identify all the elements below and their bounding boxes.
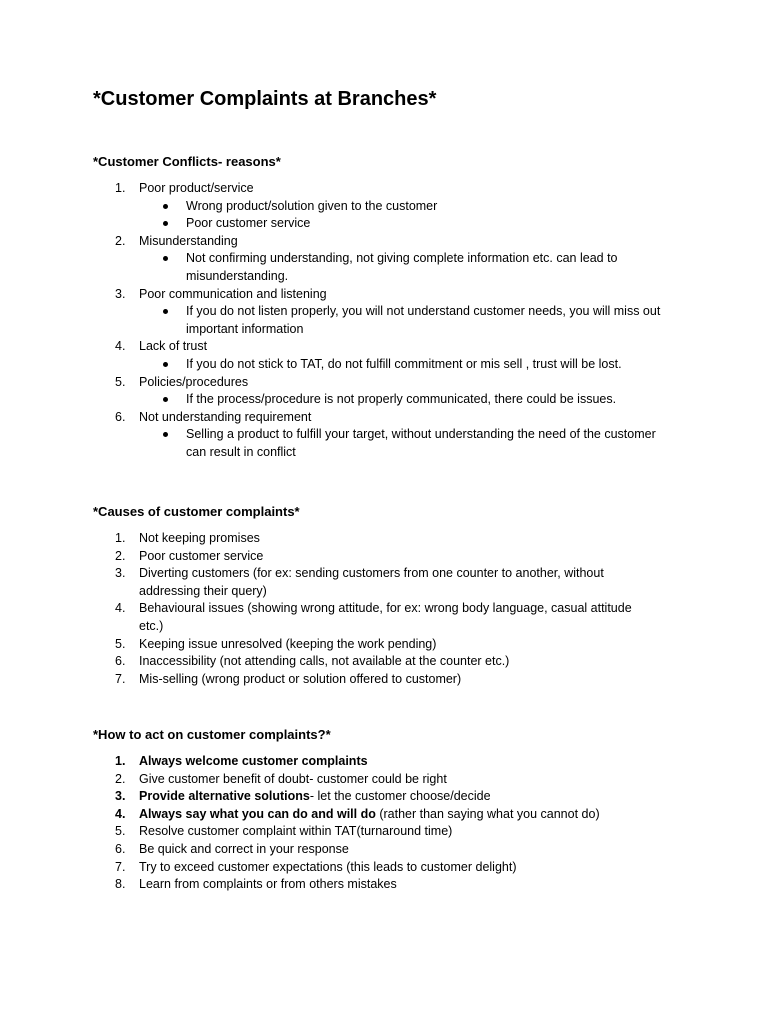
list-item bbox=[93, 565, 659, 600]
item-bold-text: Always welcome customer complaints bbox=[139, 754, 368, 768]
list-item bbox=[93, 823, 699, 841]
bullet-icon bbox=[163, 221, 168, 226]
sub-list-container bbox=[93, 426, 693, 461]
bullet-text: If you do not listen properly, you will not understand customer needs, you will miss out important information bbox=[186, 304, 661, 336]
item-text: Mis-selling (wrong product or solution offered to customer) bbox=[139, 671, 462, 686]
sub-list-container bbox=[93, 250, 693, 285]
list-item bbox=[93, 806, 699, 824]
item-label: Poor communication and listening bbox=[139, 286, 327, 301]
bullet-text: Not confirming understanding, not giving complete information etc. can lead to misunderstanding. bbox=[186, 251, 618, 283]
sub-list bbox=[93, 391, 693, 409]
item-number: 5. bbox=[115, 374, 126, 389]
bullet-icon bbox=[163, 397, 168, 402]
actions-heading: *How to act on customer complaints?* bbox=[93, 727, 331, 742]
item-text: Keeping issue unresolved (keeping the work pending) bbox=[139, 636, 437, 651]
bullet-icon bbox=[163, 309, 168, 314]
item-text: Give customer benefit of doubt- customer could be right bbox=[139, 771, 447, 786]
item-number: 4. bbox=[115, 806, 126, 821]
list-item bbox=[93, 859, 699, 877]
item-number: 4. bbox=[115, 601, 126, 616]
conflicts-heading: *Customer Conflicts- reasons* bbox=[93, 154, 281, 169]
item-number: 7. bbox=[115, 671, 126, 686]
item-number: 5. bbox=[115, 824, 126, 839]
bullet-text: Selling a product to fulfill your target, without understanding the need of the customer can result in conflict bbox=[186, 427, 656, 459]
sub-list-container bbox=[93, 356, 693, 374]
item-label: Policies/procedures bbox=[139, 374, 249, 389]
list-item bbox=[93, 409, 693, 427]
bullet-text: If you do not stick to TAT, do not fulfill commitment or mis sell , trust will be lost. bbox=[186, 356, 622, 371]
item-bold-text: Provide alternative solutions bbox=[139, 789, 310, 804]
bullet-text: Poor customer service bbox=[186, 216, 311, 231]
document-title: *Customer Complaints at Branches* bbox=[93, 88, 437, 110]
item-number: 2. bbox=[115, 548, 126, 563]
item-number: 2. bbox=[115, 771, 126, 786]
sub-list bbox=[93, 198, 693, 233]
list-item bbox=[93, 600, 659, 635]
list-item bbox=[93, 233, 693, 251]
bullet-item bbox=[139, 426, 666, 461]
item-text: (rather than saying what you cannot do) bbox=[375, 806, 600, 821]
item-text: Inaccessibility (not attending calls, not available at the counter etc.) bbox=[139, 654, 510, 669]
sub-list-container bbox=[93, 198, 693, 233]
list-item bbox=[93, 338, 693, 356]
item-number: 3. bbox=[115, 566, 126, 581]
item-number: 6. bbox=[115, 409, 126, 424]
bullet-item bbox=[139, 356, 666, 374]
list-item bbox=[93, 876, 699, 894]
bullet-item bbox=[139, 215, 666, 233]
list-item bbox=[93, 841, 699, 859]
list-item bbox=[93, 771, 699, 789]
list-item bbox=[93, 286, 693, 304]
causes-section bbox=[93, 503, 693, 688]
item-text: Try to exceed customer expectations (this leads to customer delight) bbox=[139, 859, 517, 874]
item-label: Lack of trust bbox=[139, 339, 208, 354]
bullet-item bbox=[139, 250, 666, 285]
item-text: - let the customer choose/decide bbox=[309, 789, 491, 804]
sub-list bbox=[93, 356, 693, 374]
sub-list-container bbox=[93, 391, 693, 409]
list-item bbox=[93, 788, 699, 806]
item-number: 3. bbox=[115, 789, 126, 804]
item-text: Be quick and correct in your response bbox=[139, 841, 349, 856]
conflicts-list bbox=[93, 180, 693, 462]
list-item bbox=[93, 671, 659, 689]
bullet-text: Wrong product/solution given to the customer bbox=[186, 198, 438, 213]
bullet-icon bbox=[163, 256, 168, 261]
actions-section bbox=[93, 726, 693, 894]
list-item bbox=[93, 548, 659, 566]
list-item bbox=[93, 530, 659, 548]
conflicts-section bbox=[93, 153, 693, 462]
item-label: Misunderstanding bbox=[139, 233, 238, 248]
item-text: Behavioural issues (showing wrong attitude, for ex: wrong body language, casual attitude etc.) bbox=[139, 601, 632, 633]
bullet-item bbox=[139, 303, 666, 338]
item-text: Not keeping promises bbox=[139, 531, 260, 545]
item-number: 6. bbox=[115, 841, 126, 856]
item-bold-text: Always say what you can do and will do bbox=[139, 806, 376, 821]
bullet-item bbox=[139, 198, 666, 216]
item-number: 7. bbox=[115, 859, 126, 874]
actions-list bbox=[93, 753, 693, 894]
item-number: 1. bbox=[115, 531, 126, 545]
bullet-text: If the process/procedure is not properly communicated, there could be issues. bbox=[186, 392, 617, 407]
item-number: 8. bbox=[115, 877, 126, 892]
item-number: 4. bbox=[115, 339, 126, 354]
list-item bbox=[93, 753, 699, 771]
item-number: 1. bbox=[115, 181, 126, 195]
list-item bbox=[93, 180, 693, 198]
item-number: 5. bbox=[115, 636, 126, 651]
bullet-icon bbox=[163, 204, 168, 209]
sub-list-container bbox=[93, 303, 693, 338]
bullet-icon bbox=[163, 362, 168, 367]
causes-heading: *Causes of customer complaints* bbox=[93, 504, 300, 519]
item-label: Not understanding requirement bbox=[139, 409, 312, 424]
item-number: 3. bbox=[115, 286, 126, 301]
item-number: 1. bbox=[115, 754, 126, 768]
list-item bbox=[93, 636, 659, 654]
item-number: 6. bbox=[115, 654, 126, 669]
sub-list bbox=[93, 426, 693, 461]
list-item bbox=[93, 653, 659, 671]
item-number: 2. bbox=[115, 233, 126, 248]
bullet-icon bbox=[163, 432, 168, 437]
causes-list bbox=[93, 530, 693, 688]
bullet-item bbox=[139, 391, 666, 409]
sub-list bbox=[93, 303, 693, 338]
item-text: Poor customer service bbox=[139, 548, 264, 563]
item-label: Poor product/service bbox=[139, 181, 254, 195]
list-item bbox=[93, 374, 693, 392]
item-text: Diverting customers (for ex: sending customers from one counter to another, without addressing their query) bbox=[139, 566, 604, 598]
sub-list bbox=[93, 250, 693, 285]
item-text: Resolve customer complaint within TAT(turnaround time) bbox=[139, 824, 453, 839]
item-text: Learn from complaints or from others mistakes bbox=[139, 877, 397, 892]
